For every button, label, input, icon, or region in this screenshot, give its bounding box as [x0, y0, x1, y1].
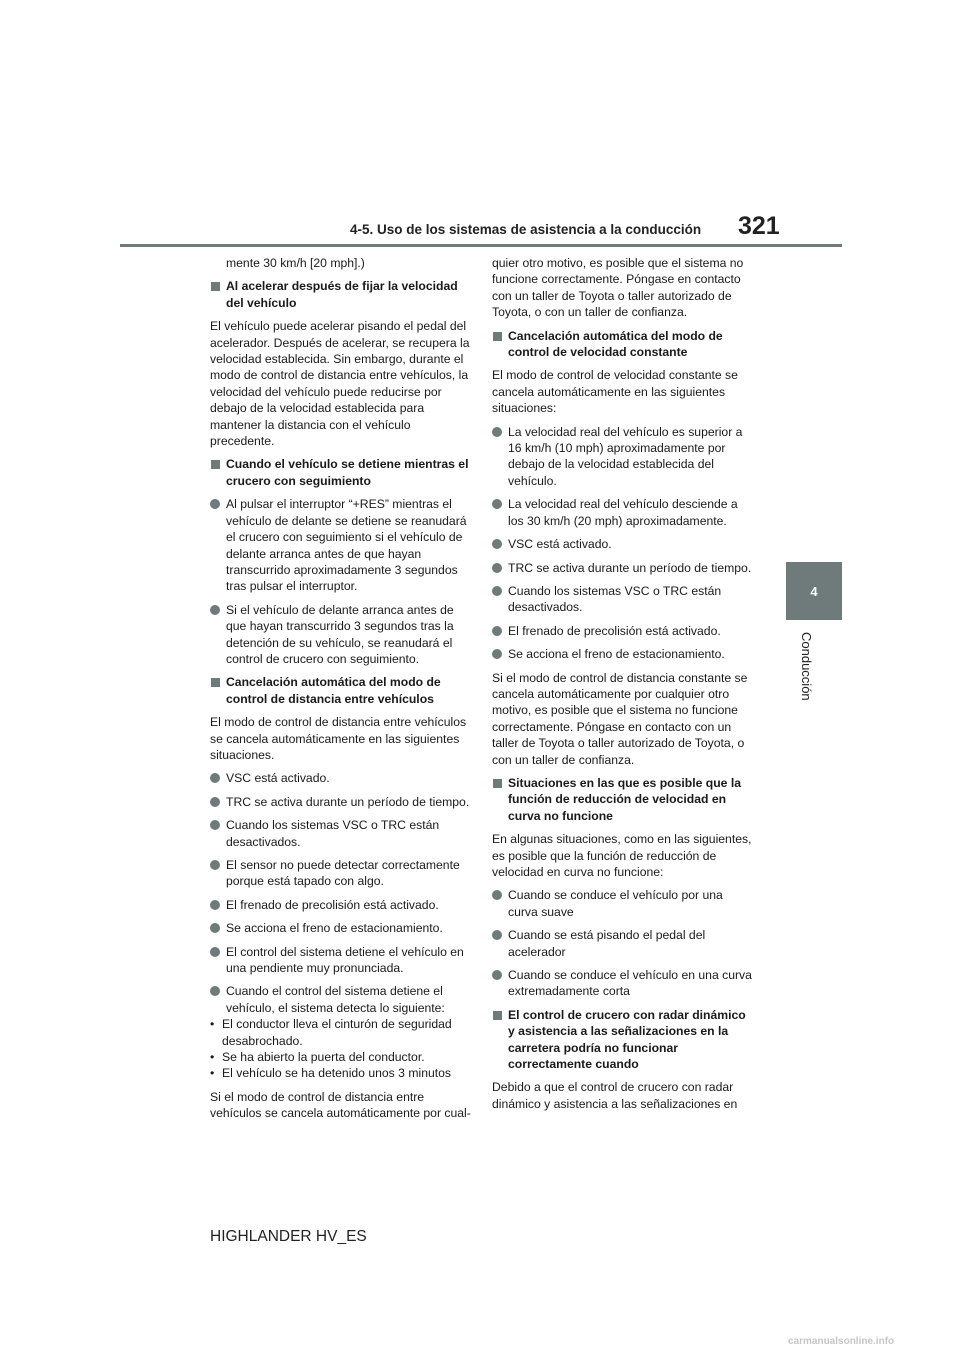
bullet-dot-icon [210, 499, 220, 509]
header-divider [120, 244, 842, 247]
list-item [492, 583, 754, 616]
list-item [492, 967, 754, 1000]
list-item [210, 770, 472, 786]
paragraph: Debido a que el control de crucero con radar dinámico y asistencia a las señalizaciones en [492, 1080, 738, 1111]
paragraph: quier otro motivo, es posible que el sistema no funcione correctamente. Póngase en contacto con un taller de Toyota o taller autorizado de Toyota, o con un taller de confianza. [492, 256, 744, 320]
paragraph: En algunas situaciones, como en las siguientes, es posible que la función de reducción de velocidad en curva no funcione: [492, 832, 752, 879]
sub-item-text: El vehículo se ha detenido unos 3 minutos [222, 1066, 452, 1081]
list-item-text: La velocidad real del vehículo es superior a 16 km/h (10 mph) aproximadamente por debajo de la velocidad establecida del vehículo. [508, 424, 743, 488]
list-item [492, 887, 754, 920]
model-footer: HIGHLANDER HV_ES [210, 1228, 367, 1245]
list-item-text: El control del sistema detiene el vehículo en una pendiente muy pronunciada. [226, 944, 464, 976]
heading-text: Situaciones en las que es posible que la función de reducción de velocidad en curva no funcione [508, 775, 741, 823]
section-title: 4-5. Uso de los sistemas de asistencia a la conducción [350, 222, 702, 237]
small-bullet-icon: • [210, 1050, 215, 1065]
bullet-dot-icon [492, 626, 502, 636]
list-item-text: VSC está activado. [508, 537, 612, 552]
list-item-text: VSC está activado. [226, 771, 330, 786]
list-item-text: Cuando el control del sistema detiene el vehículo, el sistema detecta lo siguiente: [226, 984, 445, 1015]
list-item-text: Cuando los sistemas VSC o TRC están desactivados. [508, 583, 722, 615]
paragraph: El modo de control de velocidad constante se cancela automáticamente en las siguientes situaciones: [492, 368, 738, 416]
chapter-label: Conducción [799, 632, 814, 701]
list-item [492, 927, 754, 960]
list-item-text: Se acciona el freno de estacionamiento. [226, 921, 443, 936]
list-item [210, 897, 472, 913]
right-column [492, 255, 754, 1119]
section-heading [210, 278, 472, 311]
heading-text: Cancelación automática del modo de control de distancia entre vehículos [226, 675, 441, 706]
bullet-dot-icon [492, 586, 502, 596]
list-item [492, 496, 754, 529]
sub-list-item [210, 1049, 472, 1065]
list-item-text: Cuando se conduce el vehículo en una curva extremadamente corta [508, 968, 752, 999]
sub-item-text: El conductor lleva el cinturón de seguridad desabrochado. [222, 1017, 452, 1048]
sub-item-text: Se ha abierto la puerta del conductor. [222, 1050, 425, 1065]
sub-list-item [210, 1016, 472, 1049]
bullet-dot-icon [492, 930, 502, 940]
bullet-dot-icon [210, 797, 220, 807]
list-item [492, 536, 754, 552]
list-item-text: El frenado de precolisión está activado. [508, 623, 721, 638]
small-bullet-icon: • [210, 1066, 215, 1081]
paragraph: El modo de control de distancia entre vehículos se cancela automáticamente en las siguientes situaciones. [210, 715, 467, 762]
bullet-dot-icon [210, 900, 220, 910]
section-heading [210, 674, 472, 707]
list-item-text: Cuando se conduce el vehículo por una curva suave [508, 888, 723, 919]
sub-list-item [210, 1065, 472, 1081]
list-item [210, 602, 472, 668]
list-item [210, 817, 472, 850]
heading-text: Cancelación automática del modo de control de velocidad constante [508, 328, 723, 360]
list-item [492, 560, 754, 576]
section-heading [492, 775, 754, 824]
square-marker-icon [211, 678, 220, 687]
chapter-tab[interactable] [786, 562, 842, 620]
list-item [210, 794, 472, 810]
bullet-dot-icon [210, 986, 220, 996]
square-marker-icon [493, 779, 502, 788]
paragraph: Si el modo de control de distancia constante se cancela automáticamente por cualquier otro motivo, es posible que el sistema no funcione correctamente. Póngase en contacto con un taller de Toyota o taller autorizado de Toyota, o con un taller de confianza. [492, 670, 748, 767]
bullet-dot-icon [210, 773, 220, 783]
bullet-dot-icon [210, 860, 220, 870]
sub-list [210, 1016, 472, 1082]
square-marker-icon [493, 332, 502, 341]
paragraph: mente 30 km/h [20 mph].) [226, 256, 365, 270]
heading-text: Cuando el vehículo se detiene mientras el crucero con seguimiento [226, 457, 469, 488]
list-item-text: Al pulsar el interruptor “+RES” mientras el vehículo de delante se detiene se reanudará el crucero con seguimiento si el vehículo de delante arranca antes de que hayan transcurrido aproximadamente 3 segundos tras pulsar el interruptor. [226, 497, 467, 594]
bullet-dot-icon [492, 427, 502, 437]
list-item-text: El sensor no puede detectar correctamente porque está tapado con algo. [226, 858, 460, 889]
list-item [492, 424, 754, 490]
list-item [210, 944, 472, 977]
list-item-text: Cuando se está pisando el pedal del acelerador [508, 928, 706, 959]
list-item-text: TRC se activa durante un período de tiempo. [226, 794, 470, 809]
square-marker-icon [211, 282, 220, 291]
list-item [210, 920, 472, 936]
bullet-dot-icon [210, 923, 220, 933]
list-item [210, 857, 472, 890]
bullet-dot-icon [210, 605, 220, 615]
bullet-dot-icon [492, 499, 502, 509]
list-item-text: Cuando los sistemas VSC o TRC están desactivados. [226, 818, 440, 849]
paragraph: El vehículo puede acelerar pisando el pedal del acelerador. Después de acelerar, se recupera la velocidad establecida. Sin embargo, durante el modo de control de distancia entre vehículos, la velocidad del vehículo puede reducirse por debajo de la velocidad establecida para mantener la distancia con el vehículo precedente. [210, 319, 470, 449]
left-column [210, 255, 472, 1129]
list-item-text: La velocidad real del vehículo desciende a los 30 km/h (20 mph) aproximadamente. [508, 497, 738, 528]
small-bullet-icon: • [210, 1017, 215, 1032]
list-item-text: El frenado de precolisión está activado. [226, 897, 439, 912]
list-item [492, 646, 754, 662]
section-heading [210, 456, 472, 489]
section-heading [492, 328, 754, 361]
list-item-text: Se acciona el freno de estacionamiento. [508, 647, 725, 662]
chapter-number: 4 [810, 583, 818, 599]
list-item [210, 983, 472, 1016]
paragraph: Si el modo de control de distancia entre vehículos se cancela automáticamente por cual- [210, 1089, 471, 1121]
list-item-text: TRC se activa durante un período de tiempo. [508, 560, 752, 575]
square-marker-icon [211, 460, 220, 469]
list-item [210, 496, 472, 594]
bullet-dot-icon [492, 649, 502, 659]
square-marker-icon [493, 1011, 502, 1020]
heading-text: Al acelerar después de fijar la velocidad del vehículo [226, 279, 458, 310]
heading-text: El control de crucero con radar dinámico y asistencia a las señalizaciones en la carretera podría no funcionar correctamente cuando [508, 1007, 746, 1072]
bullet-dot-icon [492, 539, 502, 549]
bullet-dot-icon [210, 947, 220, 957]
page-number: 321 [738, 212, 780, 240]
list-item-text: Si el vehículo de delante arranca antes de que hayan transcurrido 3 segundos tras la detención de su vehículo, se reanudará el control de crucero con seguimiento. [226, 602, 454, 666]
bullet-dot-icon [492, 890, 502, 900]
bullet-dot-icon [492, 563, 502, 573]
bullet-dot-icon [492, 970, 502, 980]
list-item [492, 623, 754, 639]
section-heading [492, 1007, 754, 1073]
bullet-dot-icon [210, 820, 220, 830]
watermark: carmanualsonline.info [788, 1336, 895, 1347]
